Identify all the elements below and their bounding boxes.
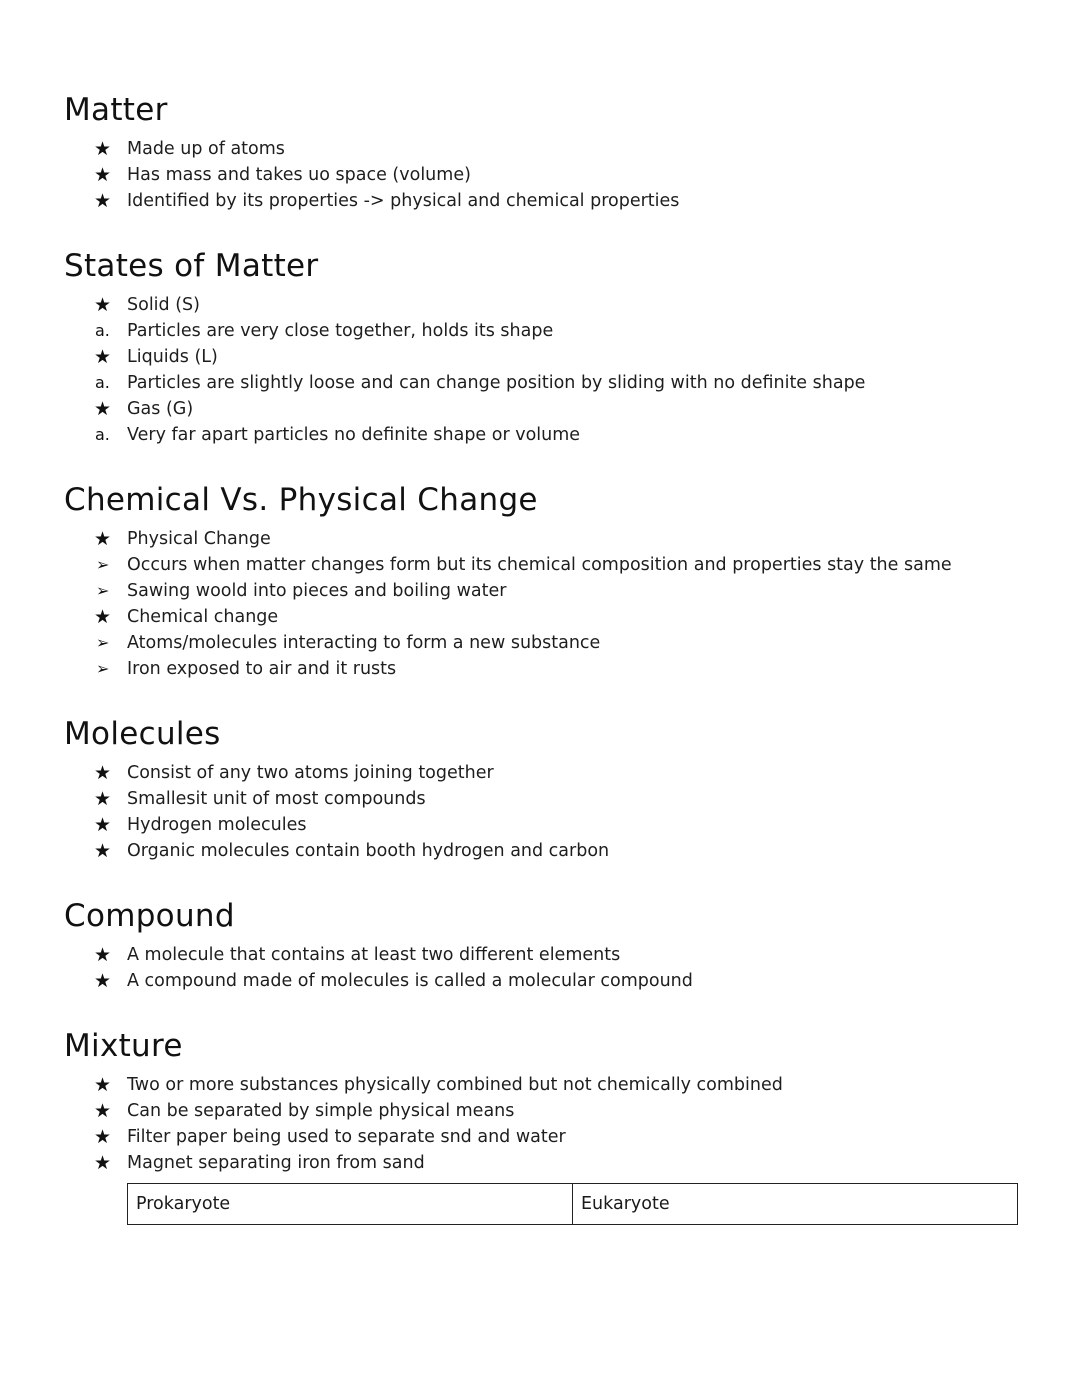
table-row — [128, 1184, 1018, 1225]
list-item — [64, 1098, 1024, 1124]
star-bullet-icon: ★ — [94, 346, 112, 368]
list-item — [64, 526, 1024, 552]
list-item — [64, 812, 1024, 838]
section-molecules — [64, 712, 1024, 864]
list-item — [64, 578, 1024, 604]
item-text: Physical Change — [127, 529, 271, 549]
star-bullet-icon: ★ — [94, 398, 112, 420]
list-item — [64, 162, 1024, 188]
star-bullet-icon: ★ — [94, 1100, 112, 1122]
star-bullet-icon: ★ — [94, 970, 112, 992]
list-item — [64, 604, 1024, 630]
section-matter — [64, 88, 1024, 214]
section-title: Mixture — [64, 1028, 183, 1064]
arrow-bullet-icon: ➢ — [96, 555, 110, 574]
item-text: Hydrogen molecules — [127, 815, 307, 835]
section-title: Chemical Vs. Physical Change — [64, 482, 538, 518]
list-item — [64, 136, 1024, 162]
star-bullet-icon: ★ — [94, 528, 112, 550]
list-item — [64, 292, 1024, 318]
star-bullet-icon: ★ — [94, 1074, 112, 1096]
item-text: Sawing woold into pieces and boiling water — [127, 581, 507, 601]
bullet-list — [64, 760, 1024, 864]
letter-marker: a. — [95, 425, 110, 444]
item-text: Consist of any two atoms joining together — [127, 763, 494, 783]
list-item — [64, 1072, 1024, 1098]
list-item — [64, 344, 1024, 370]
list-item — [64, 942, 1024, 968]
list-item — [64, 318, 1024, 344]
item-text: Particles are slightly loose and can change position by sliding with no definite shape — [127, 373, 866, 393]
comparison-table — [127, 1183, 1018, 1225]
item-text: Made up of atoms — [127, 139, 285, 159]
star-bullet-icon: ★ — [94, 606, 112, 628]
list-item — [64, 552, 1024, 578]
item-text: Atoms/molecules interacting to form a new substance — [127, 633, 601, 653]
section-compound — [64, 894, 1024, 994]
item-text: Smallesit unit of most compounds — [127, 789, 426, 809]
item-text: Solid (S) — [127, 295, 200, 315]
list-item — [64, 968, 1024, 994]
star-bullet-icon: ★ — [94, 814, 112, 836]
item-text: A molecule that contains at least two different elements — [127, 945, 621, 965]
bullet-list — [64, 526, 1024, 682]
item-text: Very far apart particles no definite shape or volume — [127, 425, 581, 445]
arrow-bullet-icon: ➢ — [96, 659, 110, 678]
arrow-bullet-icon: ➢ — [96, 633, 110, 652]
item-text: Has mass and takes uo space (volume) — [127, 165, 471, 185]
item-text: Magnet separating iron from sand — [127, 1153, 425, 1173]
list-item — [64, 370, 1024, 396]
star-bullet-icon: ★ — [94, 840, 112, 862]
list-item — [64, 188, 1024, 214]
list-item — [64, 1124, 1024, 1150]
table-cell-prokaryote: Prokaryote — [128, 1184, 573, 1225]
item-text: Chemical change — [127, 607, 279, 627]
list-item — [64, 630, 1024, 656]
item-text: Can be separated by simple physical means — [127, 1101, 515, 1121]
list-item — [64, 760, 1024, 786]
list-item — [64, 1150, 1024, 1176]
section-title: Compound — [64, 898, 235, 934]
star-bullet-icon: ★ — [94, 138, 112, 160]
star-bullet-icon: ★ — [94, 190, 112, 212]
section-mixture — [64, 1024, 1024, 1176]
list-item — [64, 838, 1024, 864]
list-item — [64, 656, 1024, 682]
table-cell-eukaryote: Eukaryote — [573, 1184, 1018, 1225]
item-text: Organic molecules contain booth hydrogen and carbon — [127, 841, 610, 861]
bullet-list — [64, 136, 1024, 214]
item-text: A compound made of molecules is called a molecular compound — [127, 971, 693, 991]
letter-marker: a. — [95, 321, 110, 340]
item-text: Gas (G) — [127, 399, 194, 419]
star-bullet-icon: ★ — [94, 294, 112, 316]
item-text: Liquids (L) — [127, 347, 218, 367]
item-text: Particles are very close together, holds its shape — [127, 321, 554, 341]
star-bullet-icon: ★ — [94, 788, 112, 810]
document-body — [64, 88, 1024, 1176]
section-chemical-vs-physical — [64, 478, 1024, 682]
section-states-of-matter — [64, 244, 1024, 448]
section-title: Molecules — [64, 716, 221, 752]
star-bullet-icon: ★ — [94, 944, 112, 966]
star-bullet-icon: ★ — [94, 1152, 112, 1174]
star-bullet-icon: ★ — [94, 762, 112, 784]
item-text: Filter paper being used to separate snd and water — [127, 1127, 566, 1147]
item-text: Iron exposed to air and it rusts — [127, 659, 397, 679]
bullet-list — [64, 942, 1024, 994]
bullet-list — [64, 1072, 1024, 1176]
arrow-bullet-icon: ➢ — [96, 581, 110, 600]
section-title: States of Matter — [64, 248, 319, 284]
item-text: Identified by its properties -> physical and chemical properties — [127, 191, 680, 211]
letter-marker: a. — [95, 373, 110, 392]
list-item — [64, 422, 1024, 448]
item-text: Two or more substances physically combined but not chemically combined — [127, 1075, 783, 1095]
item-text: Occurs when matter changes form but its chemical composition and properties stay the same — [127, 555, 952, 575]
section-title: Matter — [64, 92, 168, 128]
bullet-list — [64, 292, 1024, 448]
list-item — [64, 396, 1024, 422]
list-item — [64, 786, 1024, 812]
star-bullet-icon: ★ — [94, 1126, 112, 1148]
star-bullet-icon: ★ — [94, 164, 112, 186]
